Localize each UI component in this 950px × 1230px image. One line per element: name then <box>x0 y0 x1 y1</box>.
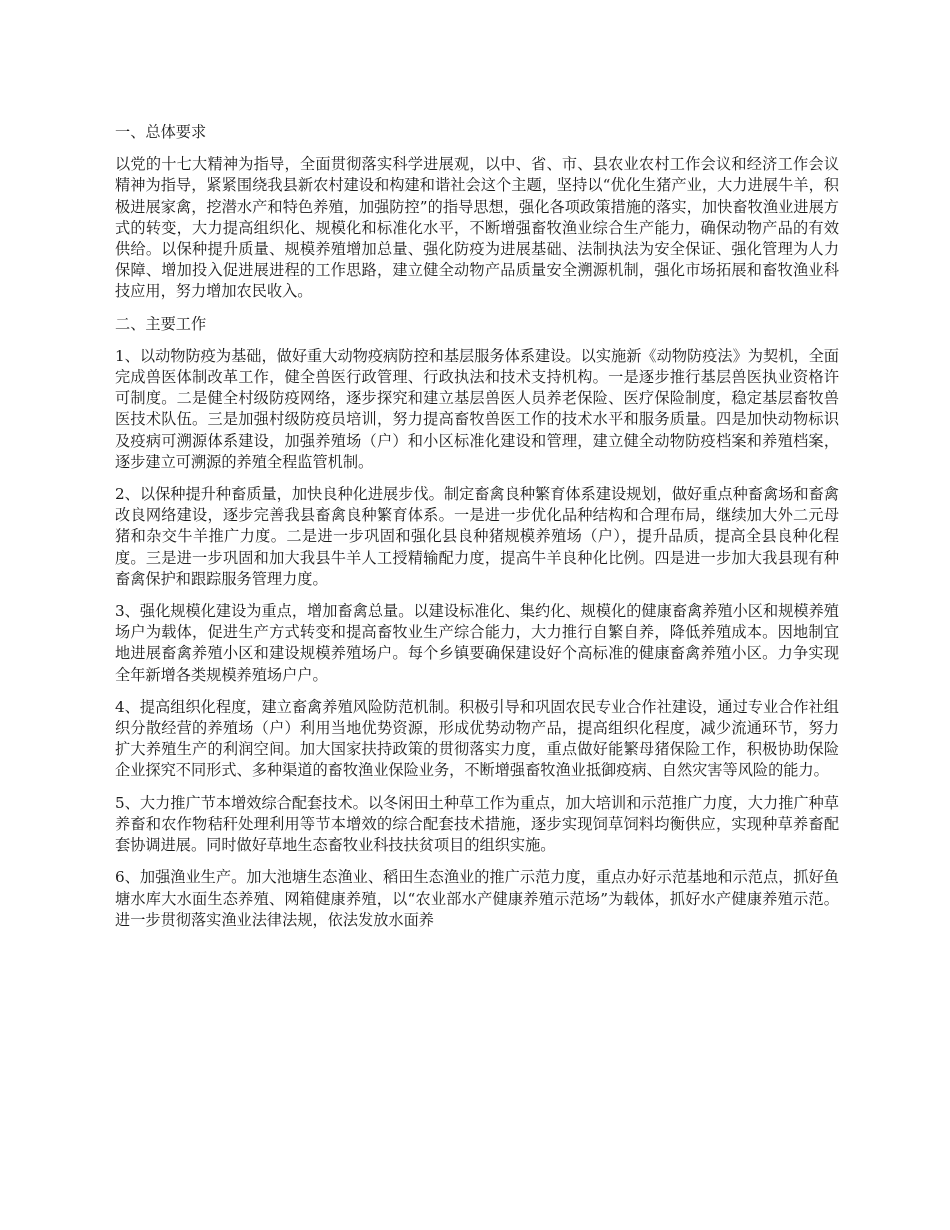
document-body <box>115 122 839 942</box>
section-heading-main-work: 二、主要工作 <box>115 314 207 333</box>
paragraph-item-2: 2、以保种提升种畜质量，加快良种化进展步伐。制定畜禽良种繁育体系建设规划，做好重点种畜禽场和畜禽改良网络建设，逐步完善我县畜禽良种繁育体系。一是进一步优化品种结构和合理布局，继续加大外二元母猪和杂交牛羊推广力度。二是进一步巩固和强化县良种猪规模养殖场（户），提升品质，提高全县良种化程度。三是进一步巩固和加大我县牛羊人工授精输配力度，提高牛羊良种化比例。四是进一步加大我县现有种畜禽保护和跟踪服务管理力度。 <box>115 485 839 588</box>
paragraph-item-6: 6、加强渔业生产。加大池塘生态渔业、稻田生态渔业的推广示范力度，重点办好示范基地和示范点，抓好鱼塘水库大水面生态养殖、网箱健康养殖，以“农业部水产健康养殖示范场”为载体，抓好水产健康养殖示范。进一步贯彻落实渔业法律法规，依法发放水面养 <box>115 868 839 929</box>
paragraph-item-5: 5、大力推广节本增效综合配套技术。以冬闲田土种草工作为重点，加大培训和示范推广力度，大力推广种草养畜和农作物秸秆处理利用等节本增效的综合配套技术措施，逐步实现饲草饲料均衡供应，实现种草养畜配套协调进展。同时做好草地生态畜牧业科技扶贫项目的组织实施。 <box>115 793 839 855</box>
paragraph-item-4: 4、提高组织化程度，建立畜禽养殖风险防范机制。积极引导和巩固农民专业合作社建设，通过专业合作社组织分散经营的养殖场（户）利用当地优势资源，形成优势动物产品，提高组织化程度，减少流通环节，努力扩大养殖生产的利润空间。加大国家扶持政策的贯彻落实力度，重点做好能繁母猪保险工作，积极协助保险企业探究不同形式、多种渠道的畜牧渔业保险业务，不断增强畜牧渔业抵御疫病、自然灾害等风险的能力。 <box>115 697 839 780</box>
section-heading-general-requirements: 一、总体要求 <box>115 123 207 141</box>
paragraph-item-1: 1、以动物防疫为基础，做好重大动物疫病防控和基层服务体系建设。以实施新《动物防疫法》为契机，全面完成兽医体制改革工作，健全兽医行政管理、行政执法和技术支持机构。一是逐步推行基层兽医执业资格许可制度。二是健全村级防疫网络，逐步探究和建立基层兽医人员养老保险、医疗保险制度，稳定基层畜牧兽医技术队伍。三是加强村级防疫员培训，努力提高畜牧兽医工作的技术水平和服务质量。四是加快动物标识及疫病可溯源体系建设，加强养殖场（户）和小区标准化建设和管理，建立健全动物防疫档案和养殖档案，逐步建立可溯源的养殖全程监管机制。 <box>115 346 839 471</box>
paragraph-item-3: 3、强化规模化建设为重点，增加畜禽总量。以建设标准化、集约化、规模化的健康畜禽养殖小区和规模养殖场户为载体，促进生产方式转变和提高畜牧业生产综合能力，大力推行自繁自养，降低养殖成本。因地制宜地进展畜禽养殖小区和建设规模养殖场户。每个乡镇要确保建设好个高标准的健康畜禽养殖小区。力争实现全年新增各类规模养殖场户户。 <box>115 602 839 684</box>
paragraph-general-requirements: 以党的十七大精神为指导，全面贯彻落实科学进展观，以中、省、市、县农业农村工作会议和经济工作会议精神为指导，紧紧围绕我县新农村建设和构建和谐社会这个主题，坚持以“优化生猪产业，大力进展牛羊，积极进展家禽，挖潜水产和特色养殖，加强防控”的指导思想，强化各项政策措施的落实，加快畜牧渔业进展方式的转变，大力提高组织化、规模化和标准化水平，不断增强畜牧渔业综合生产能力，确保动物产品的有效供给。以保种提升质量、规模养殖增加总量、强化防疫为进展基础、法制执法为安全保证、强化管理为人力保障、增加投入促进展进程的工作思路，建立健全动物产品质量安全溯源机制，强化市场拓展和畜牧渔业科技应用，努力增加农民收入。 <box>115 155 839 301</box>
